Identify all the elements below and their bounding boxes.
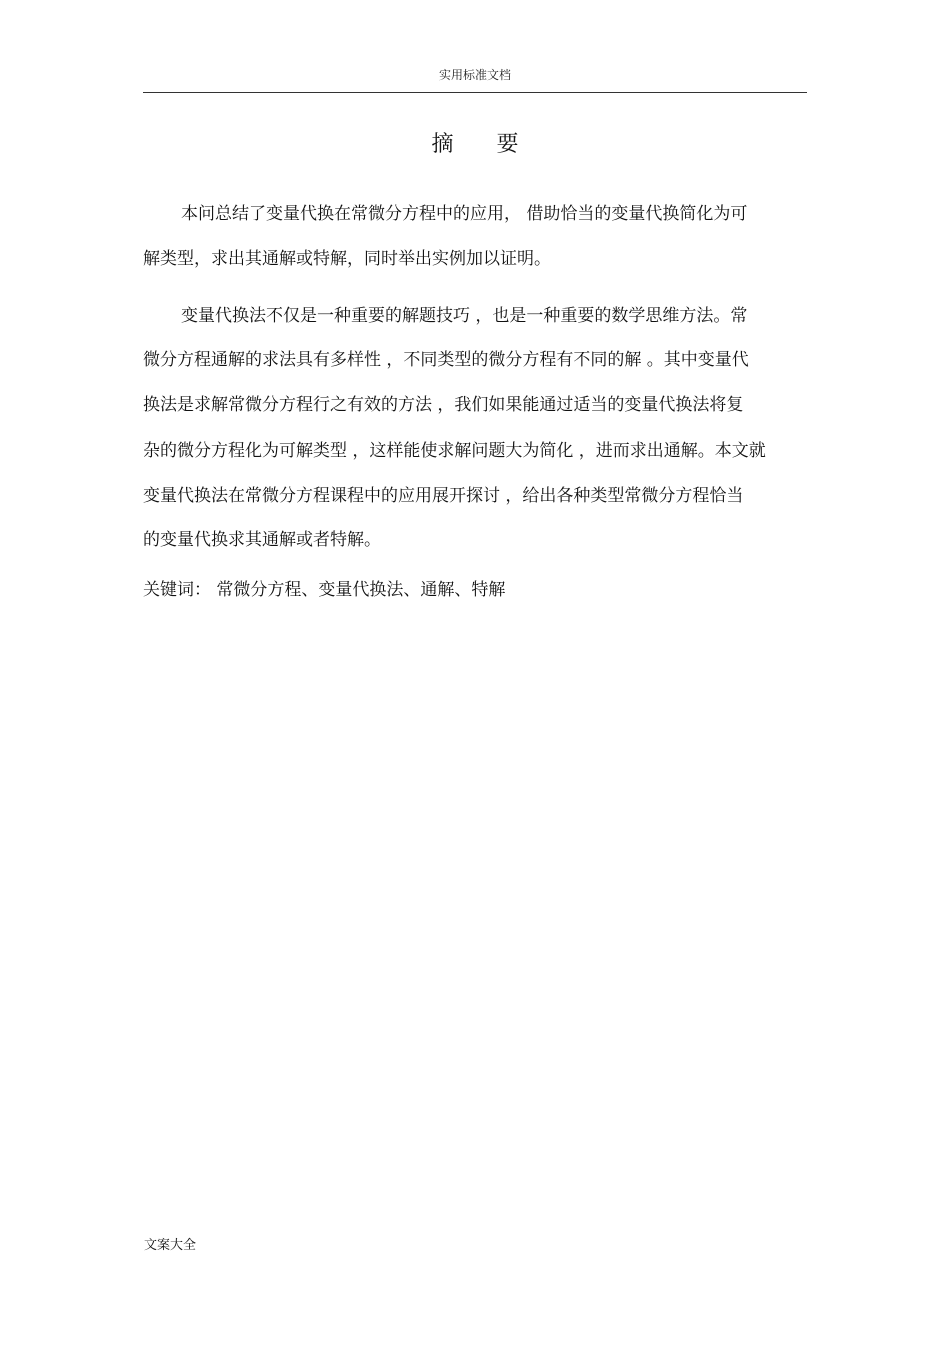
paragraph-line: 解类型，求出其通解或特解，同时举出实例加以证明。	[143, 249, 551, 269]
paragraph-line: 微分方程通解的求法具有多样性 ，不同类型的微分方程有不同的解 。其中变量代	[143, 350, 749, 370]
header-divider	[143, 92, 807, 93]
abstract-title: 摘 要	[431, 132, 537, 157]
paragraph-line: 变量代换法不仅是一种重要的解题技巧 ，也是一种重要的数学思维方法。常	[181, 306, 748, 326]
paragraph-line: 变量代换法在常微分方程课程中的应用展开探讨 ，给出各种类型常微分方程恰当	[143, 486, 744, 506]
paragraph-line: 本问总结了变量代换在常微分方程中的应用， 借助恰当的变量代换简化为可	[181, 204, 748, 224]
page-header: 实用标准文档	[438, 68, 511, 82]
paragraph-line: 的变量代换求其通解或者特解。	[143, 530, 381, 550]
page-footer: 文案大全	[144, 1238, 197, 1253]
paragraph-line: 杂的微分方程化为可解类型 ，这样能使求解问题大为简化 ，进而求出通解。本文就	[143, 441, 766, 461]
keywords-line: 关键词： 常微分方程、变量代换法、通解、特解	[143, 580, 506, 600]
paragraph-line: 换法是求解常微分方程行之有效的方法 ，我们如果能通过适当的变量代换法将复	[143, 395, 744, 415]
